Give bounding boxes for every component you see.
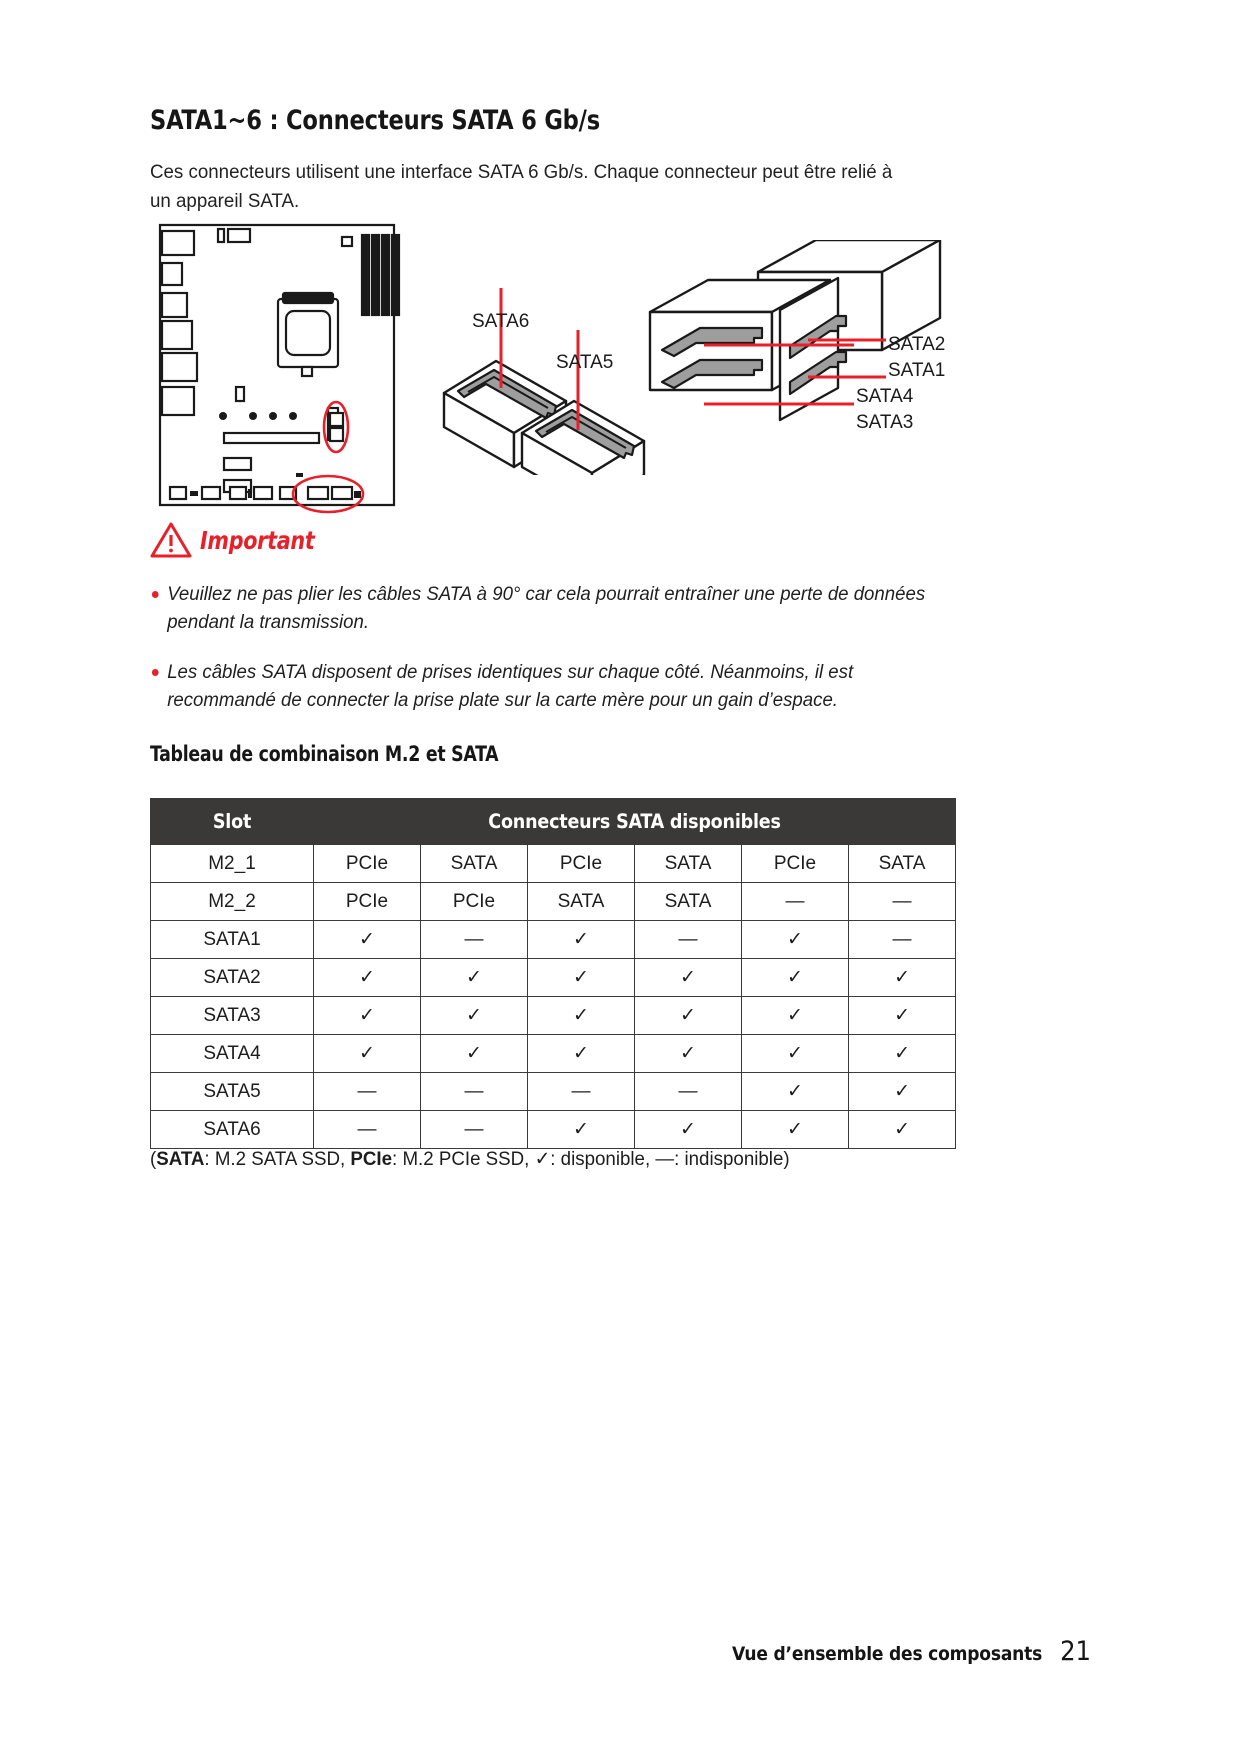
- row-cell: ✓: [314, 1035, 421, 1073]
- row-cell: ✓: [421, 1035, 528, 1073]
- row-slot-label: SATA6: [151, 1111, 314, 1149]
- row-cell: ✓: [314, 997, 421, 1035]
- row-cell: ✓: [421, 959, 528, 997]
- row-cell: ✓: [849, 1073, 956, 1111]
- row-slot-label: M2_1: [151, 845, 314, 883]
- row-cell: —: [314, 1111, 421, 1149]
- row-cell: —: [849, 921, 956, 959]
- row-slot-label: SATA1: [151, 921, 314, 959]
- figure-label-sata4: SATA4: [856, 386, 914, 407]
- row-cell: —: [421, 1111, 528, 1149]
- row-cell: SATA: [635, 845, 742, 883]
- footer-page-number: 21: [1060, 1636, 1091, 1667]
- row-cell: ✓: [528, 1111, 635, 1149]
- m2-sata-combination-table: [150, 798, 956, 1149]
- row-cell: ✓: [635, 959, 742, 997]
- row-slot-label: SATA4: [151, 1035, 314, 1073]
- row-cell: —: [635, 1073, 742, 1111]
- legend-bold-pcie: PCIe: [350, 1148, 393, 1170]
- warning-triangle-icon: [150, 521, 192, 559]
- row-cell: —: [849, 883, 956, 921]
- table-row: [151, 1111, 956, 1149]
- figure-label-sata6: SATA6: [472, 311, 530, 332]
- row-cell: ✓: [314, 959, 421, 997]
- footer-section-label: Vue d’ensemble des composants: [732, 1643, 1043, 1665]
- row-cell: SATA: [528, 883, 635, 921]
- sata-connector-pair-left: [438, 275, 663, 475]
- row-cell: ✓: [742, 1035, 849, 1073]
- row-cell: PCIe: [314, 883, 421, 921]
- row-cell: —: [635, 921, 742, 959]
- row-cell: —: [528, 1073, 635, 1111]
- table-header-row: [151, 799, 956, 845]
- header-available: Connecteurs SATA disponibles: [314, 799, 956, 845]
- note-item: Les câbles SATA disposent de prises identiques sur chaque côté. Néanmoins, il est recommandé de connecter la prise plate sur la carte mère pour un gain d’espace.: [150, 658, 926, 714]
- table-title: Tableau de combinaison M.2 et SATA: [150, 742, 499, 766]
- note-item: Veuillez ne pas plier les câbles SATA à 90° car cela pourrait entraîner une perte de données pendant la transmission.: [150, 580, 926, 636]
- table-row: [151, 845, 956, 883]
- row-cell: —: [421, 1073, 528, 1111]
- row-cell: ✓: [742, 921, 849, 959]
- motherboard-diagram: [150, 215, 410, 515]
- row-cell: PCIe: [742, 845, 849, 883]
- legend-bold-sata: SATA: [156, 1148, 205, 1170]
- row-cell: ✓: [528, 921, 635, 959]
- row-cell: ✓: [849, 1035, 956, 1073]
- important-header: [150, 518, 960, 562]
- important-notes-list: [150, 580, 960, 714]
- row-cell: ✓: [849, 1111, 956, 1149]
- table-body: [151, 845, 956, 1149]
- table-row: [151, 997, 956, 1035]
- table-row: [151, 959, 956, 997]
- row-slot-label: M2_2: [151, 883, 314, 921]
- row-cell: —: [314, 1073, 421, 1111]
- row-cell: ✓: [635, 1035, 742, 1073]
- row-cell: ✓: [742, 1111, 849, 1149]
- figure-label-sata1: SATA1: [888, 360, 946, 381]
- page-title: SATA1~6 : Connecteurs SATA 6 Gb/s: [150, 105, 600, 136]
- legend-text-1: : M.2 SATA SSD,: [204, 1148, 351, 1170]
- page-footer: [732, 1636, 1091, 1667]
- row-cell: PCIe: [421, 883, 528, 921]
- important-label: Important: [200, 525, 315, 555]
- row-cell: SATA: [421, 845, 528, 883]
- row-slot-label: SATA2: [151, 959, 314, 997]
- row-cell: —: [421, 921, 528, 959]
- row-cell: ✓: [528, 997, 635, 1035]
- important-section: [150, 518, 960, 736]
- header-slot: Slot: [151, 799, 314, 845]
- table-row: [151, 921, 956, 959]
- row-cell: ✓: [528, 959, 635, 997]
- row-cell: PCIe: [528, 845, 635, 883]
- row-cell: SATA: [849, 845, 956, 883]
- figure-label-sata3: SATA3: [856, 412, 914, 433]
- row-slot-label: SATA3: [151, 997, 314, 1035]
- table-row: [151, 1035, 956, 1073]
- row-slot-label: SATA5: [151, 1073, 314, 1111]
- row-cell: ✓: [849, 997, 956, 1035]
- row-cell: ✓: [635, 1111, 742, 1149]
- row-cell: —: [742, 883, 849, 921]
- row-cell: ✓: [742, 1073, 849, 1111]
- table-row: [151, 883, 956, 921]
- table-row: [151, 1073, 956, 1111]
- intro-paragraph: Ces connecteurs utilisent une interface SATA 6 Gb/s. Chaque connecteur peut être relié à un appareil SATA.: [150, 161, 893, 212]
- figure-label-sata5: SATA5: [556, 352, 614, 373]
- row-cell: ✓: [314, 921, 421, 959]
- row-cell: ✓: [742, 997, 849, 1035]
- sata-connector-figure: [150, 215, 960, 515]
- row-cell: ✓: [528, 1035, 635, 1073]
- figure-label-sata2: SATA2: [888, 334, 946, 355]
- legend-text-2: : M.2 PCIe SSD, ✓: disponible, —: indisponible): [392, 1148, 790, 1170]
- table-legend: [150, 1147, 790, 1171]
- row-cell: ✓: [421, 997, 528, 1035]
- row-cell: PCIe: [314, 845, 421, 883]
- row-cell: ✓: [742, 959, 849, 997]
- row-cell: ✓: [849, 959, 956, 997]
- row-cell: SATA: [635, 883, 742, 921]
- row-cell: ✓: [635, 997, 742, 1035]
- legend-open: (: [150, 1148, 157, 1170]
